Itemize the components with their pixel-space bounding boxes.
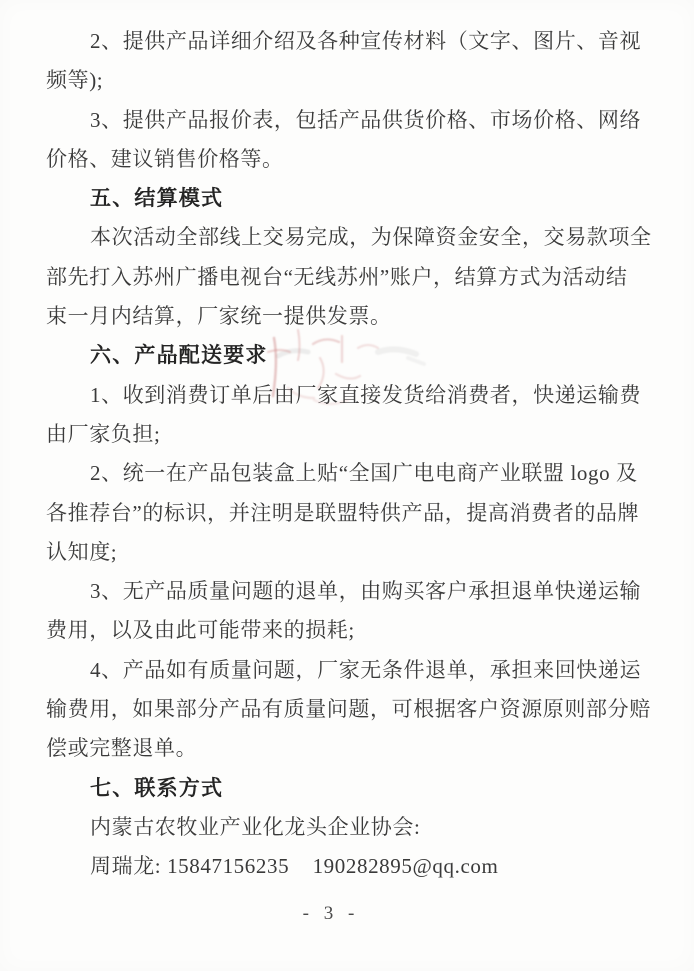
text-line: 2、提供产品详细介绍及各种宣传材料（文字、图片、音视 [90,29,642,53]
text-line: 2、统一在产品包装盒上贴“全国广电电商产业联盟 logo 及 [90,461,638,486]
text-line: 价格、建议销售价格等。 [46,146,284,171]
text-line: 输费用，如果部分产品有质量问题，可根据客户资源原则部分赔 [46,697,651,722]
section-heading: 七、联系方式 [90,776,224,800]
text-line: 3、无产品质量问题的退单，由购买客户承担退单快递运输 [90,579,642,604]
page-number: - 3 - [302,903,360,924]
text-line: 各推荐台”的标识，并注明是联盟特供产品，提高消费者的品牌 [46,500,640,525]
section-heading: 六、产品配送要求 [90,344,268,368]
document-body [46,22,652,887]
text-line: 周瑞龙: 15847156235 190282895@qq.com [90,854,499,879]
text-line: 由厂家负担; [46,421,161,446]
text-line: 1、收到消费订单后由厂家直接发货给消费者，快递运输费 [90,382,642,407]
text-line: 频等); [46,68,104,93]
text-line: 部先打入苏州广播电视台“无线苏州”账户，结算方式为活动结 [46,264,628,289]
text-line: 偿或完整退单。 [46,736,198,761]
text-line: 束一月内结算，厂家统一提供发票。 [46,304,392,329]
text-line: 本次活动全部线上交易完成，为保障资金安全，交易款项全 [90,225,652,250]
text-line: 3、提供产品报价表，包括产品供货价格、市场价格、网络 [90,107,642,132]
text-line: 内蒙古农牧业产业化龙头企业协会: [90,814,421,839]
text-line: 费用，以及由此可能带来的损耗; [46,618,355,643]
section-heading: 五、结算模式 [90,187,224,211]
text-line: 4、产品如有质量问题，厂家无条件退单，承担来回快递运 [90,657,642,682]
text-line: 认知度; [46,539,118,564]
